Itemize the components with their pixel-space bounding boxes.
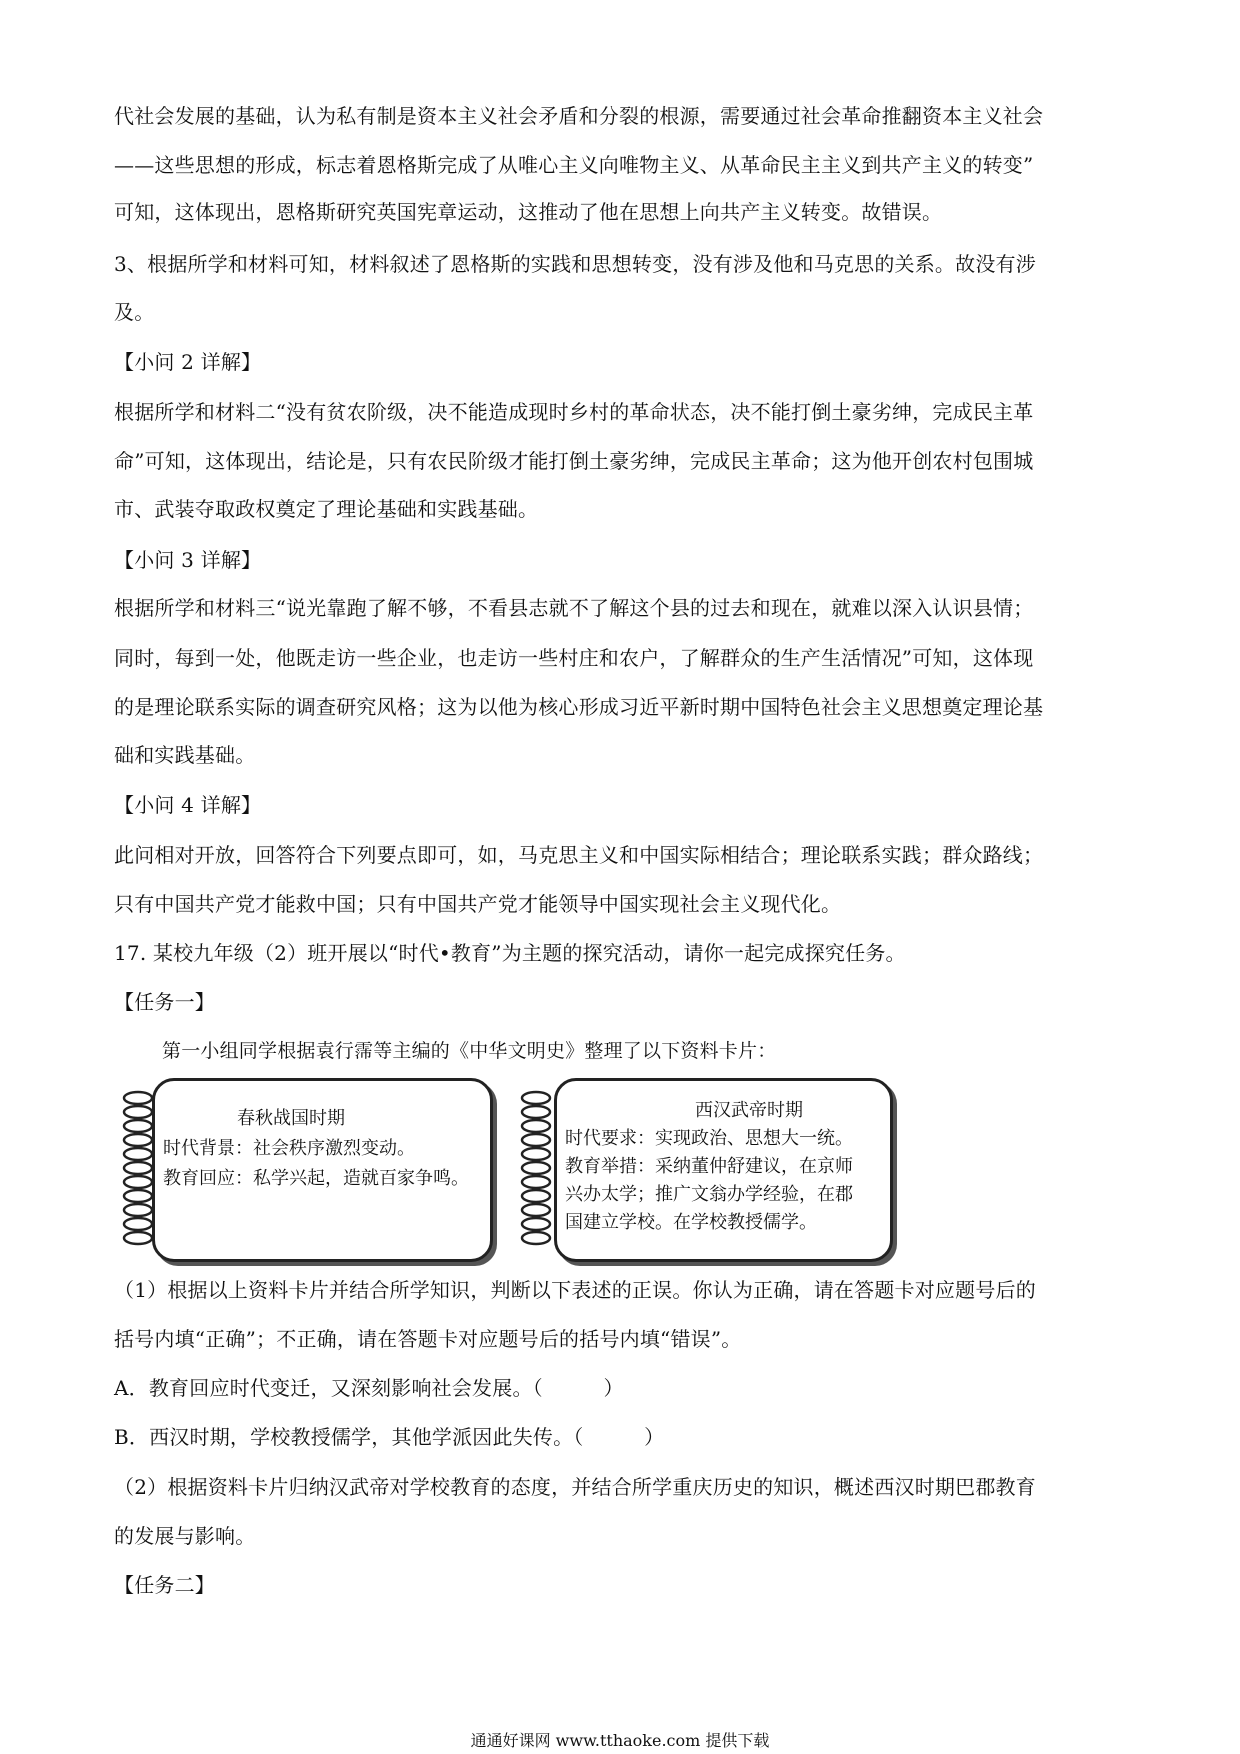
task-heading: 【任务二】 [114, 1573, 215, 1597]
card-western-han [554, 1078, 893, 1262]
card-line: 国建立学校。在学校教授儒学。 [565, 1212, 817, 1233]
text-line: 根据所学和材料三“说光靠跑了解不够，不看县志就不了解这个县的过去和现在，就难以深入认识县情； [114, 596, 1034, 620]
text-line: 及。 [114, 300, 155, 324]
material-cards [118, 1078, 908, 1268]
card-spring-autumn [152, 1078, 493, 1262]
option-a: A．教育回应时代变迁，又深刻影响社会发展。（ ） [114, 1376, 624, 1400]
text-line: 的是理论联系实际的调查研究风格；这为以他为核心形成习近平新时期中国特色社会主义思想奠定理论基 [114, 695, 1044, 719]
card-title: 春秋战国时期 [237, 1108, 345, 1129]
text-line: 此问相对开放，回答符合下列要点即可，如，马克思主义和中国实际相结合；理论联系实践；群众路线； [114, 843, 1044, 867]
text-line: ——这些思想的形成，标志着恩格斯完成了从唯心主义向唯物主义、从革命民主主义到共产主义的转变” [114, 153, 1034, 177]
card-line: 教育回应：私学兴起，造就百家争鸣。 [163, 1168, 469, 1189]
card-line: 时代背景：社会秩序激烈变动。 [163, 1138, 415, 1159]
text-line: 括号内填“正确”；不正确，请在答题卡对应题号后的括号内填“错误”。 [114, 1327, 742, 1351]
section-heading: 【小问 3 详解】 [114, 548, 262, 572]
text-line: 可知，这体现出，恩格斯研究英国宪章运动，这推动了他在思想上向共产主义转变。故错误。 [114, 200, 943, 224]
spiral-binding-icon [516, 1088, 556, 1258]
question-title: 17. 某校九年级（2）班开展以“时代•教育”为主题的探究活动，请你一起完成探究任务。 [114, 941, 906, 965]
text-line: 代社会发展的基础，认为私有制是资本主义社会矛盾和分裂的根源，需要通过社会革命推翻资本主义社会 [114, 104, 1044, 128]
card-title: 西汉武帝时期 [695, 1100, 803, 1121]
text-line: 第一小组同学根据袁行霈等主编的《中华文明史》整理了以下资料卡片： [162, 1040, 777, 1062]
card-line: 教育举措：采纳董仲舒建议，在京师 [565, 1156, 853, 1177]
text-line: 础和实践基础。 [114, 743, 256, 767]
text-line: 命”可知，这体现出，结论是，只有农民阶级才能打倒土豪劣绅，完成民主革命；这为他开创农村包围城 [114, 449, 1034, 473]
footer-source: 通通好课网 www.tthaoke.com 提供下载 [470, 1731, 770, 1750]
task-heading: 【任务一】 [114, 990, 215, 1014]
text-line: 市、武装夺取政权奠定了理论基础和实践基础。 [114, 497, 539, 521]
text-line: 同时，每到一处，他既走访一些企业，也走访一些村庄和农户，了解群众的生产生活情况”可知，这体现 [114, 646, 1034, 670]
card-line: 时代要求：实现政治、思想大一统。 [565, 1128, 853, 1149]
option-b: B．西汉时期，学校教授儒学，其他学派因此失传。（ ） [114, 1425, 665, 1449]
text-line: 根据所学和材料二“没有贫农阶级，决不能造成现时乡村的革命状态，决不能打倒土豪劣绅，完成民主革 [114, 400, 1034, 424]
section-heading: 【小问 2 详解】 [114, 350, 262, 374]
text-line: 的发展与影响。 [114, 1524, 256, 1548]
text-line: （1）根据以上资料卡片并结合所学知识，判断以下表述的正误。你认为正确，请在答题卡对应题号后的 [114, 1278, 1036, 1302]
text-line: 3、根据所学和材料可知，材料叙述了恩格斯的实践和思想转变，没有涉及他和马克思的关系。故没有涉 [114, 252, 1036, 276]
card-line: 兴办太学；推广文翁办学经验，在郡 [565, 1184, 853, 1205]
section-heading: 【小问 4 详解】 [114, 793, 262, 817]
text-line: （2）根据资料卡片归纳汉武帝对学校教育的态度，并结合所学重庆历史的知识，概述西汉时期巴郡教育 [114, 1475, 1036, 1499]
text-line: 只有中国共产党才能救中国；只有中国共产党才能领导中国实现社会主义现代化。 [114, 892, 842, 916]
